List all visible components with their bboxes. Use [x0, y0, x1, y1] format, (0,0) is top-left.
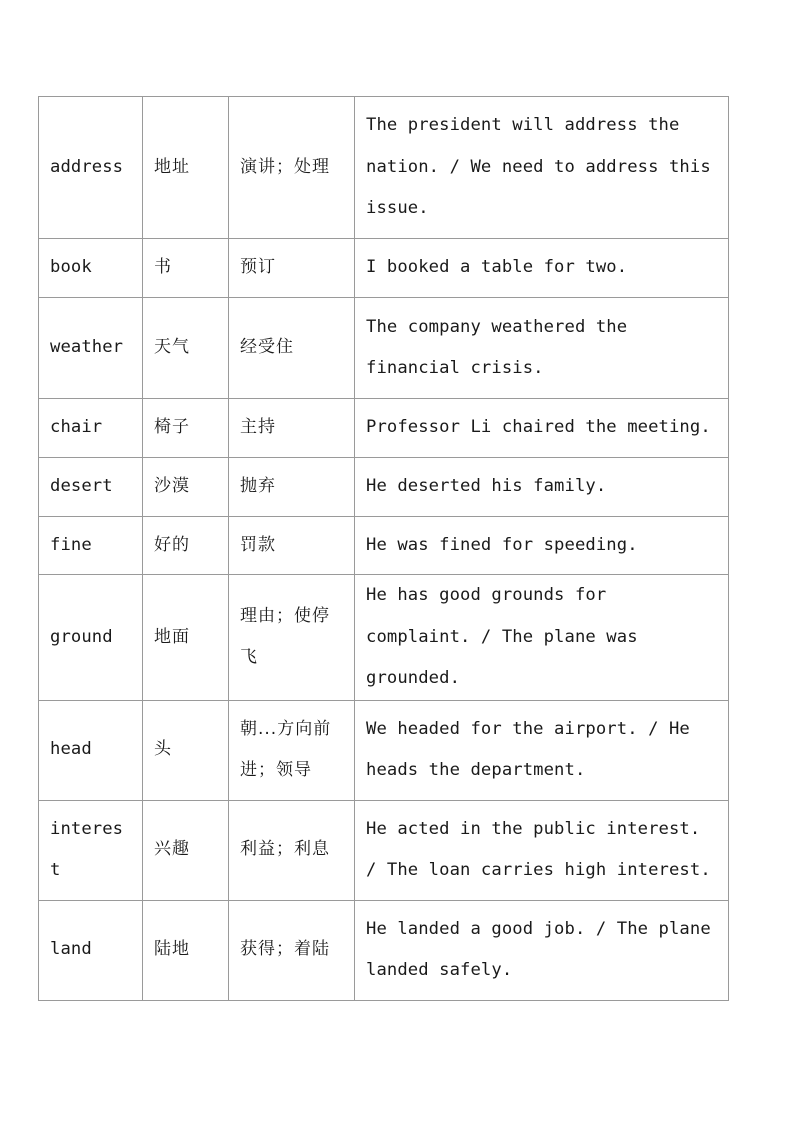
example-cell: The company weathered the financial crisis. — [355, 298, 729, 399]
word-cell: address — [39, 97, 143, 239]
table-row — [39, 239, 729, 298]
common-meaning-cell: 沙漠 — [143, 458, 229, 517]
example-cell: The president will address the nation. / We need to address this issue. — [355, 97, 729, 239]
table-row — [39, 399, 729, 458]
special-meaning-cell: 抛弃 — [229, 458, 355, 517]
word-cell: desert — [39, 458, 143, 517]
special-meaning-cell: 罚款 — [229, 517, 355, 575]
common-meaning-cell: 头 — [143, 700, 229, 800]
special-meaning-cell: 朝...方向前进；领导 — [229, 700, 355, 800]
table-row — [39, 458, 729, 517]
common-meaning-cell: 兴趣 — [143, 800, 229, 900]
special-meaning-cell: 理由；使停飞 — [229, 575, 355, 701]
table-row — [39, 517, 729, 575]
special-meaning-cell: 经受住 — [229, 298, 355, 399]
special-meaning-cell: 获得；着陆 — [229, 900, 355, 1000]
example-cell: Professor Li chaired the meeting. — [355, 399, 729, 458]
word-cell: head — [39, 700, 143, 800]
common-meaning-cell: 地面 — [143, 575, 229, 701]
common-meaning-cell: 天气 — [143, 298, 229, 399]
common-meaning-cell: 陆地 — [143, 900, 229, 1000]
special-meaning-cell: 利益；利息 — [229, 800, 355, 900]
word-cell: land — [39, 900, 143, 1000]
table-row — [39, 97, 729, 239]
table-row — [39, 800, 729, 900]
table-row — [39, 575, 729, 701]
common-meaning-cell: 地址 — [143, 97, 229, 239]
example-cell: He acted in the public interest. / The loan carries high interest. — [355, 800, 729, 900]
word-cell: weather — [39, 298, 143, 399]
special-meaning-cell: 预订 — [229, 239, 355, 298]
word-cell: ground — [39, 575, 143, 701]
table-row — [39, 700, 729, 800]
example-cell: I booked a table for two. — [355, 239, 729, 298]
example-cell: We headed for the airport. / He heads the department. — [355, 700, 729, 800]
special-meaning-cell: 演讲；处理 — [229, 97, 355, 239]
vocabulary-table — [38, 96, 729, 1001]
common-meaning-cell: 书 — [143, 239, 229, 298]
table-row — [39, 900, 729, 1000]
word-cell: chair — [39, 399, 143, 458]
special-meaning-cell: 主持 — [229, 399, 355, 458]
common-meaning-cell: 椅子 — [143, 399, 229, 458]
word-cell: interest — [39, 800, 143, 900]
example-cell: He landed a good job. / The plane landed safely. — [355, 900, 729, 1000]
table-row — [39, 298, 729, 399]
common-meaning-cell: 好的 — [143, 517, 229, 575]
example-cell: He was fined for speeding. — [355, 517, 729, 575]
example-cell: He has good grounds for complaint. / The plane was grounded. — [355, 575, 729, 701]
example-cell: He deserted his family. — [355, 458, 729, 517]
word-cell: fine — [39, 517, 143, 575]
word-cell: book — [39, 239, 143, 298]
document-page — [38, 96, 729, 1001]
